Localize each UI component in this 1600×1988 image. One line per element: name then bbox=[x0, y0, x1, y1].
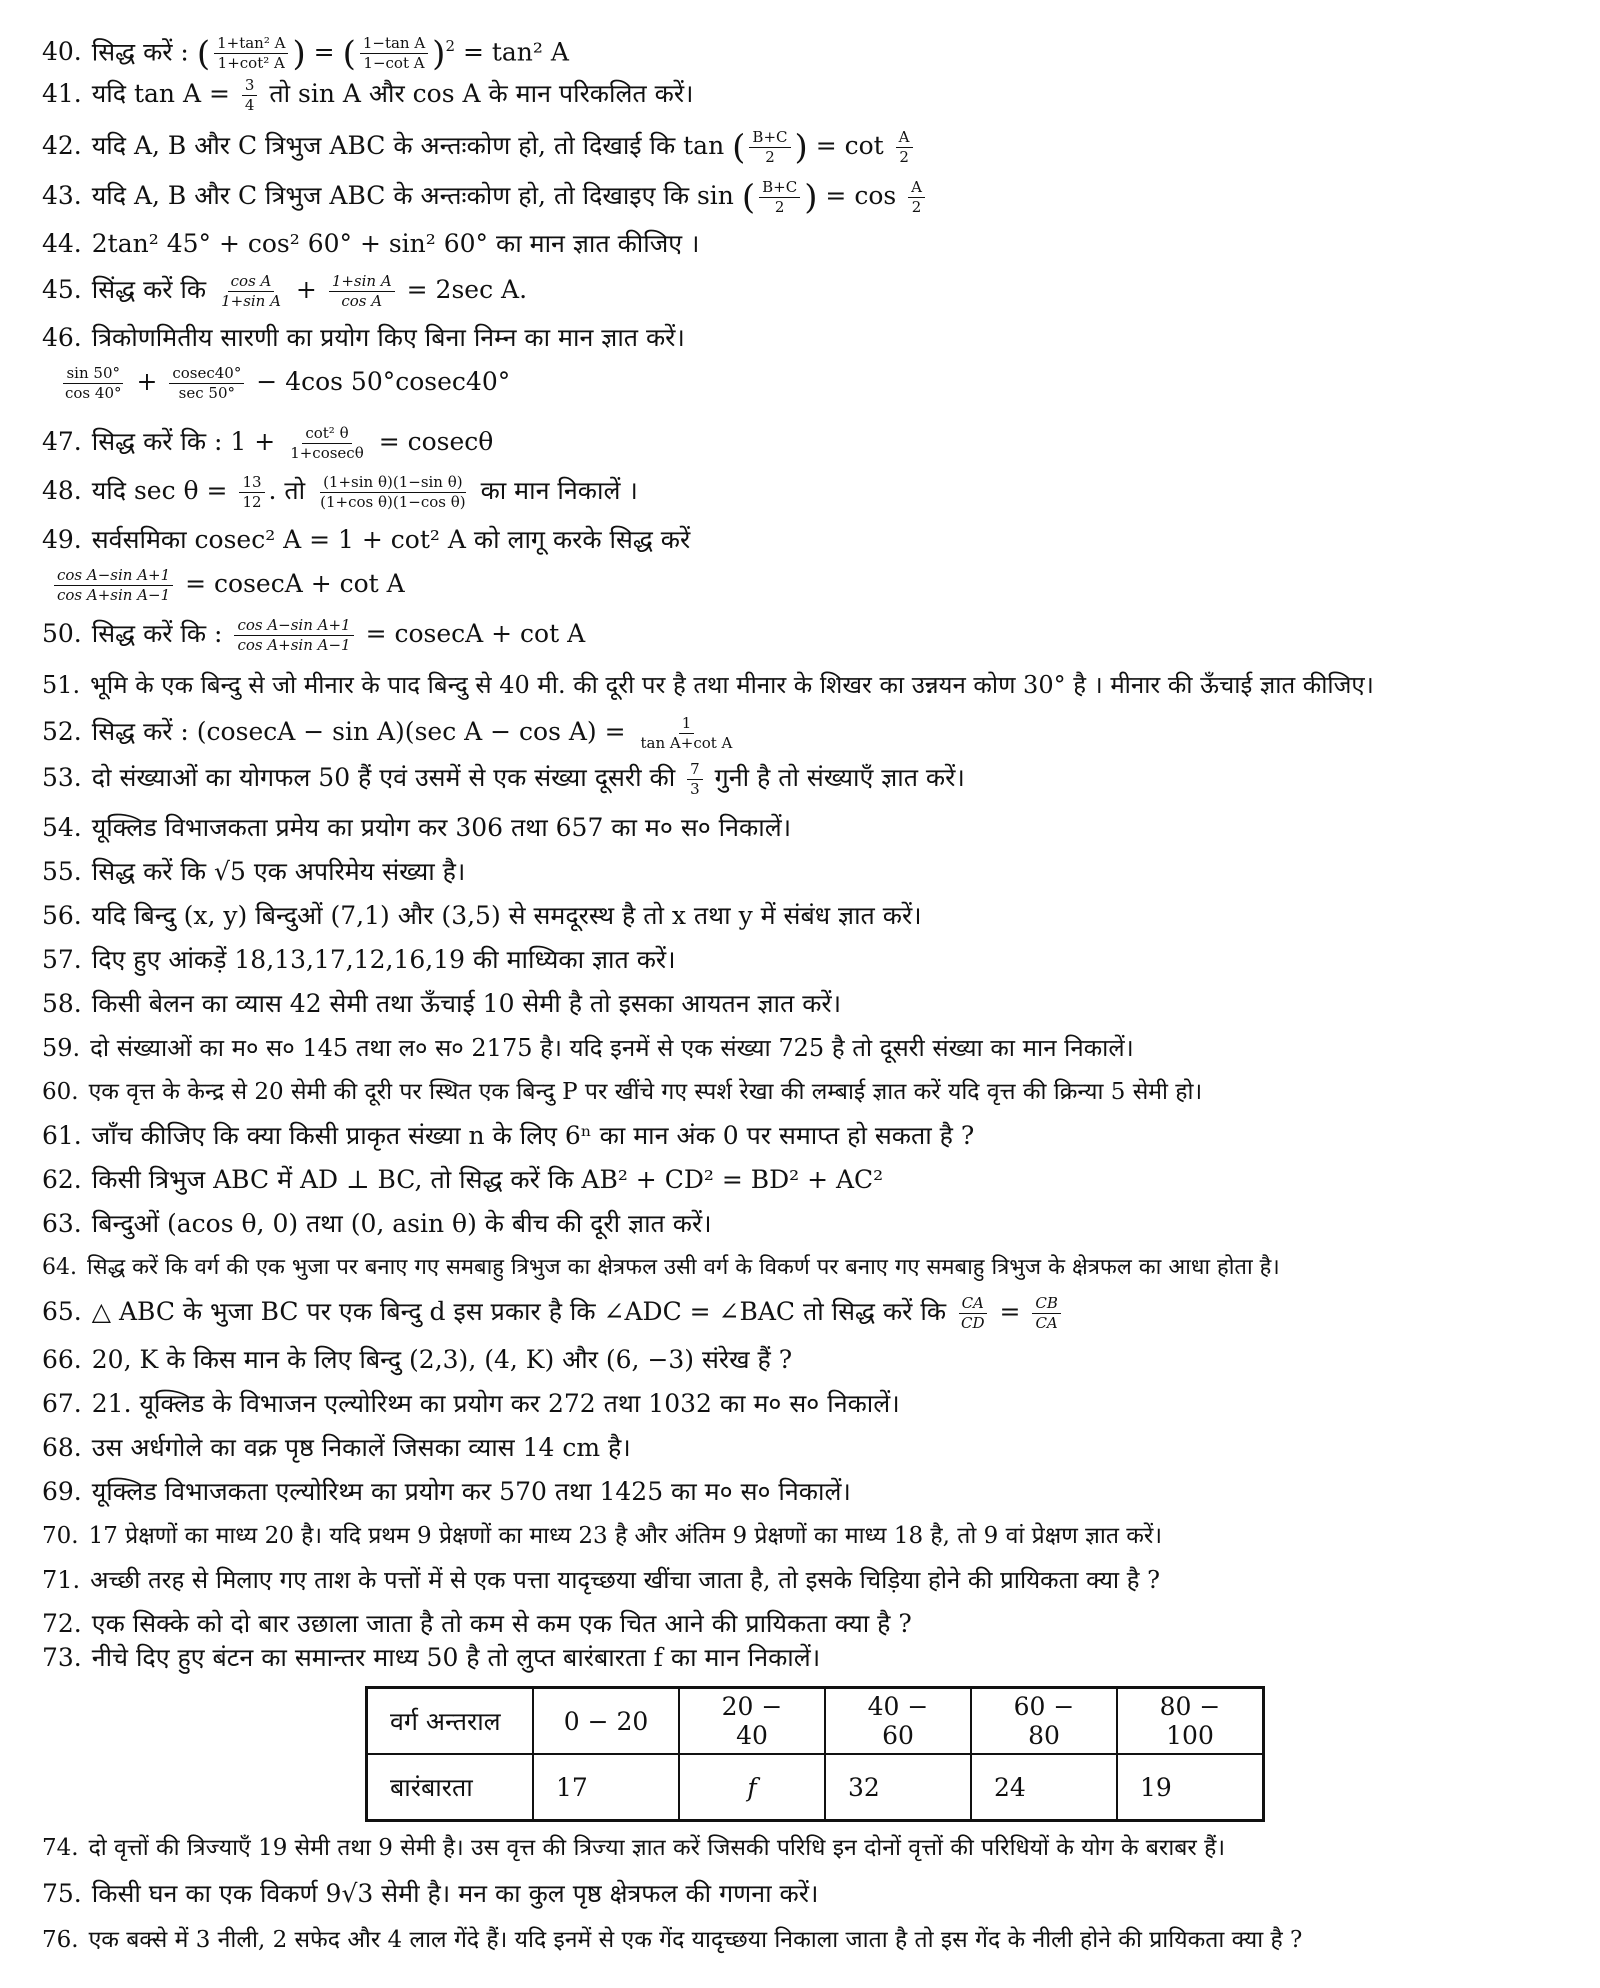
table-cell: 20 − 40 bbox=[679, 1688, 825, 1755]
question-60: 60. एक वृत्त के केन्द्र से 20 सेमी की दूरी पर स्थित एक बिन्दु P पर खींचे गए स्पर्श रेखा की लम्बाई ज्ञात करें यदि वृत्त की क्रिन्या 5 सेमी हो। bbox=[42, 1079, 1203, 1105]
question-63: 63. बिन्दुओं (acos θ, 0) तथा (0, asin θ) के बीच की दूरी ज्ञात करें। bbox=[42, 1209, 712, 1238]
fraction: $\frac{\text{1+sin A}}{\text{cos A}}$ bbox=[329, 272, 395, 311]
table-cell: 40 − 60 bbox=[825, 1688, 971, 1755]
fraction: $\frac{7}{3}$ bbox=[687, 760, 703, 799]
question-58: 58. किसी बेलन का व्यास 42 सेमी तथा ऊँचाई 10 सेमी है तो इसका आयतन ज्ञात करें। bbox=[42, 989, 842, 1018]
table-cell: 60 − 80 bbox=[971, 1688, 1117, 1755]
question-49: 49. सर्वसमिका cosec² A = 1 + cot² A को लागू करके सिद्ध करें bbox=[42, 525, 691, 554]
question-52: 52. सिद्ध करें : (cosecA − sin A)(sec A − cos A) = $\frac{1}{\text{tan A+cot A}}$ bbox=[42, 714, 1580, 753]
question-40: 40. सिद्ध करें : ( $\frac{\text{1+tan² A}}{\text{1+cot² A}}$ ) = ( $\frac{\text{1−tan A}}{\text{1−cot A}}$ )$^2$ = tan² A bbox=[42, 33, 569, 74]
question-56: 56. यदि बिन्दु (x, y) बिन्दुओं (7,1) और (3,5) से समदूरस्थ है तो x तथा y में संबंध ज्ञात करें। bbox=[42, 901, 922, 930]
table-cell: 19 bbox=[1117, 1754, 1264, 1821]
fraction: $\frac{\text{cos A}}{\text{1+sin A}}$ bbox=[221, 272, 281, 310]
table-row bbox=[367, 1754, 1264, 1821]
question-69: 69. यूक्लिड विभाजकता एल्योरिथ्म का प्रयोग कर 570 तथा 1425 का म० स० निकालें। bbox=[42, 1477, 851, 1506]
question-44: 44. 2tan² 45° + cos² 60° + sin² 60° का मान ज्ञात कीजिए । bbox=[42, 229, 700, 258]
question-75: 75. किसी घन का एक विकर्ण 9√3 सेमी है। मन का कुल पृष्ठ क्षेत्रफल की गणना करें। bbox=[42, 1879, 819, 1908]
question-71: 71. अच्छी तरह से मिलाए गए ताश के पत्तों में से एक पत्ता यादृच्छया खींचा जाता है, तो इसके चिड़िया होने की प्रायिकता क्या है ? bbox=[42, 1566, 1160, 1594]
question-73: 73. नीचे दिए हुए बंटन का समान्तर माध्य 50 है तो लुप्त बारंबारता f का मान निकालें। bbox=[42, 1643, 821, 1672]
question-51: 51. भूमि के एक बिन्दु से जो मीनार के पाद बिन्दु से 40 मी. की दूरी पर है तथा मीनार के शिखर का उन्नयन कोण 30° है । मीनार की ऊँचाई ज्ञात कीजिए। bbox=[42, 671, 1374, 699]
question-72: 72. एक सिक्के को दो बार उछाला जाता है तो कम से कम एक चित आने की प्रायिकता क्या है ? bbox=[42, 1609, 912, 1638]
question-55: 55. सिद्ध करें कि √5 एक अपरिमेय संख्या है। bbox=[42, 857, 466, 886]
fraction: $\frac{13}{12}$ bbox=[239, 473, 264, 512]
question-45: 45. सिंद्ध करें कि $\frac{\text{cos A}}{\text{1+sin A}}$ + $\frac{\text{1+sin A}}{\text{cos A}}$ = 2sec A. bbox=[42, 272, 528, 310]
question-68: 68. उस अर्धगोले का वक्र पृष्ठ निकालें जिसका व्यास 14 cm है। bbox=[42, 1433, 631, 1462]
question-67: 67. 21. यूक्लिड के विभाजन एल्योरिथ्म का प्रयोग कर 272 तथा 1032 का म० स० निकालें। bbox=[42, 1389, 900, 1418]
question-47: 47. सिद्ध करें कि : 1 + $\frac{\text{cot² θ}}{1+cosec\theta}$ = cosecθ bbox=[42, 424, 494, 462]
table-cell: 0 − 20 bbox=[533, 1688, 679, 1755]
question-53: 53. दो संख्याओं का योगफल 50 हैं एवं उसमें से एक संख्या दूसरी की $\frac{7}{3}$ गुनी है तो संख्याएँ ज्ञात करें। bbox=[42, 760, 965, 798]
question-61: 61. जाँच कीजिए कि क्या किसी प्राकृत संख्या n के लिए 6ⁿ का मान अंक 0 पर समाप्त हो सकता है ? bbox=[42, 1121, 975, 1150]
question-57: 57. दिए हुए आंकड़ें 18,13,17,12,16,19 की माध्यिका ज्ञात करें। bbox=[42, 945, 676, 974]
table-cell: f bbox=[679, 1754, 825, 1821]
fraction: $\frac{3}{4}$ bbox=[242, 76, 258, 115]
question-64: 64. सिद्ध करें कि वर्ग की एक भुजा पर बनाए गए समबाहु त्रिभुज का क्षेत्रफल उसी वर्ग के विकर्ण पर बनाए गए समबाहु त्रिभुज के क्षेत्रफल का आधा होता है। bbox=[42, 1255, 1280, 1280]
question-46-expression: $\frac{\sin 50^\circ}{\cos 40^\circ}$ + $\frac{cosec40^\circ}{\sec 50^\circ}$ − 4cos 50°cosec40° bbox=[58, 364, 1580, 403]
question-50: 50. सिद्ध करें कि : $\frac{\text{cos A−sin A+1}}{\text{cos A+sin A−1}}$ = cosecA + cot A bbox=[42, 616, 586, 654]
question-46: 46. त्रिकोणमितीय सारणी का प्रयोग किए बिना निम्न का मान ज्ञात करें। bbox=[42, 323, 685, 352]
question-70: 70. 17 प्रेक्षणों का माध्य 20 है। यदि प्रथम 9 प्रेक्षणों का माध्य 23 है और अंतिम 9 प्रेक्षणों का माध्य 18 है, तो 9 वां प्रेक्षण ज्ञात करें। bbox=[42, 1523, 1163, 1549]
fraction: $\frac{1}{\text{tan A+cot A}}$ bbox=[640, 714, 733, 752]
fraction: $\frac{\text{1−tan A}}{\text{1−cot A}}$ bbox=[360, 34, 428, 73]
question-59: 59. दो संख्याओं का म० स० 145 तथा ल० स० 2175 है। यदि इनमें से एक संख्या 725 है तो दूसरी संख्या का मान निकालें। bbox=[42, 1034, 1134, 1062]
fraction: $\frac{\text{cot² θ}}{1+cosec\theta}$ bbox=[290, 424, 364, 462]
fraction: $\frac{\text{cos A−sin A+1}}{\text{cos A+sin A−1}}$ bbox=[54, 566, 173, 605]
table-cell: 17 bbox=[533, 1754, 679, 1821]
fraction: $\frac{\text{cos A−sin A+1}}{\text{cos A+sin A−1}}$ bbox=[234, 616, 353, 655]
fraction: $\frac{cosec40^\circ}{\sec 50^\circ}$ bbox=[169, 364, 244, 403]
fraction: $\frac{B+C}{2}$ bbox=[759, 178, 800, 217]
question-76: 76. एक बक्से में 3 नीली, 2 सफेद और 4 लाल गेंदे हैं। यदि इनमें से एक गेंद यादृच्छया निकाला जाता है तो इस गेंद के नीली होने की प्रायिकता क्या है ? bbox=[42, 1927, 1303, 1953]
question-48: 48. यदि sec θ = $\frac{13}{12}$ . तो $\frac{\text{(1+sin θ)(1−sin θ)}}{\text{(1+cos θ)(1−cos θ)}}$ का मान निकालें । bbox=[42, 473, 638, 511]
question-41: 41. यदि tan A = $\frac{3}{4}$ तो sin A और cos A के मान परिकलित करें। bbox=[42, 76, 694, 114]
fraction: $\frac{\text{1+tan² A}}{\text{1+cot² A}}$ bbox=[214, 34, 288, 73]
fraction: $\frac{CA}{CD}$ bbox=[958, 1294, 988, 1333]
fraction: $\frac{B+C}{2}$ bbox=[749, 128, 790, 167]
frequency-table bbox=[365, 1686, 1265, 1822]
question-54: 54. यूक्लिड विभाजकता प्रमेय का प्रयोग कर 306 तथा 657 का म० स० निकालें। bbox=[42, 813, 792, 842]
question-49-expression: $\frac{\text{cos A−sin A+1}}{\text{cos A+sin A−1}}$ = cosecA + cot A bbox=[50, 566, 1580, 605]
question-62: 62. किसी त्रिभुज ABC में AD ⊥ BC, तो सिद्ध करें कि AB² + CD² = BD² + AC² bbox=[42, 1165, 884, 1194]
fraction: $\frac{\sin 50^\circ}{\cos 40^\circ}$ bbox=[65, 364, 122, 402]
table-cell: 24 bbox=[971, 1754, 1117, 1821]
table-row bbox=[367, 1688, 1264, 1755]
fraction: $\frac{A}{2}$ bbox=[908, 178, 925, 217]
fraction: $\frac{A}{2}$ bbox=[896, 128, 913, 167]
table-cell: 80 − 100 bbox=[1117, 1688, 1264, 1755]
table-header-cell: वर्ग अन्तराल bbox=[367, 1688, 534, 1755]
question-43: 43. यदि A, B और C त्रिभुज ABC के अन्तःकोण हो, तो दिखाइए कि sin ( $\frac{B+C}{2}$ ) = cos $\frac{A}{2}$ bbox=[42, 178, 1580, 217]
table-header-cell: बारंबारता bbox=[367, 1754, 534, 1821]
question-74: 74. दो वृत्तों की त्रिज्याएँ 19 सेमी तथा 9 सेमी है। उस वृत्त की त्रिज्या ज्ञात करें जिसकी परिधि इन दोनों वृत्तों की परिधियों के योग के बराबर हैं। bbox=[42, 1835, 1226, 1861]
question-66: 66. 20, K के किस मान के लिए बिन्दु (2,3), (4, K) और (6, −3) संरेख हैं ? bbox=[42, 1345, 793, 1374]
fraction: $\frac{\text{(1+sin θ)(1−sin θ)}}{\text{(1+cos θ)(1−cos θ)}}$ bbox=[320, 473, 466, 511]
table-cell: 32 bbox=[825, 1754, 971, 1821]
question-42: 42. यदि A, B और C त्रिभुज ABC के अन्तःकोण हो, तो दिखाई कि tan ( $\frac{B+C}{2}$ ) = cot $\frac{A}{2}$ bbox=[42, 128, 1580, 167]
fraction: $\frac{CB}{CA}$ bbox=[1032, 1294, 1061, 1333]
question-65: 65. △ ABC के भुजा BC पर एक बिन्दु d इस प्रकार है कि ∠ADC = ∠BAC तो सिद्ध करें कि $\frac{CA}{CD}$ = $\frac{CB}{CA}$ bbox=[42, 1294, 1580, 1333]
